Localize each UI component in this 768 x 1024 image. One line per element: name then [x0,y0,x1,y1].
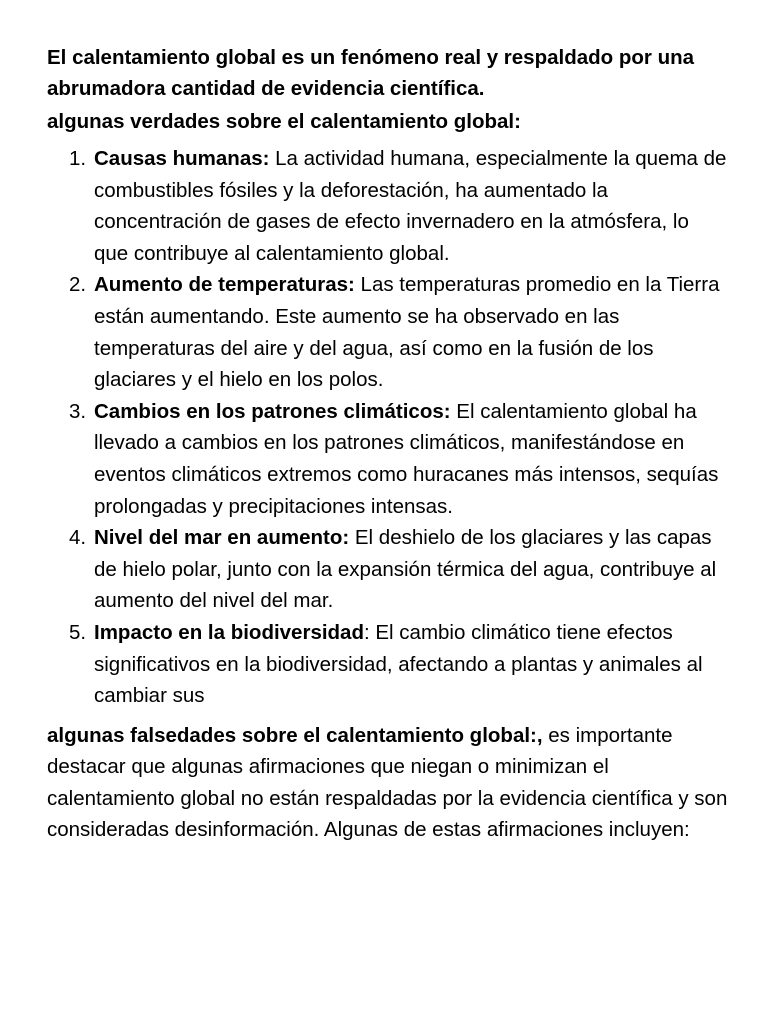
list-item-term: Nivel del mar en aumento: [94,526,350,550]
list-item-term: Aumento de temperaturas: [94,273,355,297]
list-item-text: : El cambio climático tiene efectos significativos en la biodiversidad, afectando a plantas y animales al cambiar sus [94,620,703,708]
list-item-number: 4. [69,526,87,550]
list-item-number: 5. [69,620,87,644]
list-item-term: Cambios en los patrones climáticos: [94,399,451,423]
truths-heading: algunas verdades sobre el calentamiento global: [47,110,521,133]
falsehoods-heading: algunas falsedades sobre el calentamiento global:, [47,723,543,747]
list-item-number: 3. [69,399,87,423]
list-item-text: El deshielo de los glaciares y las capas de hielo polar, junto con la expansión térmica del agua, contribuye al aumento del nivel del mar. [94,526,717,613]
list-item [47,269,728,395]
list-item [47,617,728,712]
list-item [47,143,728,269]
list-item-text: La actividad humana, especialmente la quema de combustibles fósiles y la deforestación, ha aumentado la concentración de gases de efecto invernadero en la atmósfera, lo que contribuye al calentamiento global. [94,147,727,265]
list-item [47,522,728,617]
list-item-text: Las temperaturas promedio en la Tierra están aumentando. Este aumento se ha observado en las temperaturas del aire y del agua, así como en la fusión de los glaciares y el hielo en los polos. [94,273,720,392]
list-item [47,396,728,522]
list-item-number: 2. [69,273,87,297]
list-item-term: Causas humanas: [94,147,270,170]
falsehoods-paragraph [47,720,728,846]
falsehoods-text: es importante destacar que algunas afirmaciones que niegan o minimizan el calentamiento global no están respaldadas por la evidencia científica y son consideradas desinformación. Algunas de estas afirmaciones incluyen: [47,723,728,842]
list-item-text: El calentamiento global ha llevado a cambios en los patrones climáticos, manifestándose en eventos climáticos extremos como huracanes más intensos, sequías prolongadas y precipitaciones intensas. [94,399,719,518]
intro-paragraph: El calentamiento global es un fenómeno real y respaldado por una abrumadora cantidad de evidencia científica. [47,46,695,100]
truths-list [47,143,728,712]
list-item-term: Impacto en la biodiversidad [94,620,364,644]
list-item-number: 1. [69,147,87,170]
